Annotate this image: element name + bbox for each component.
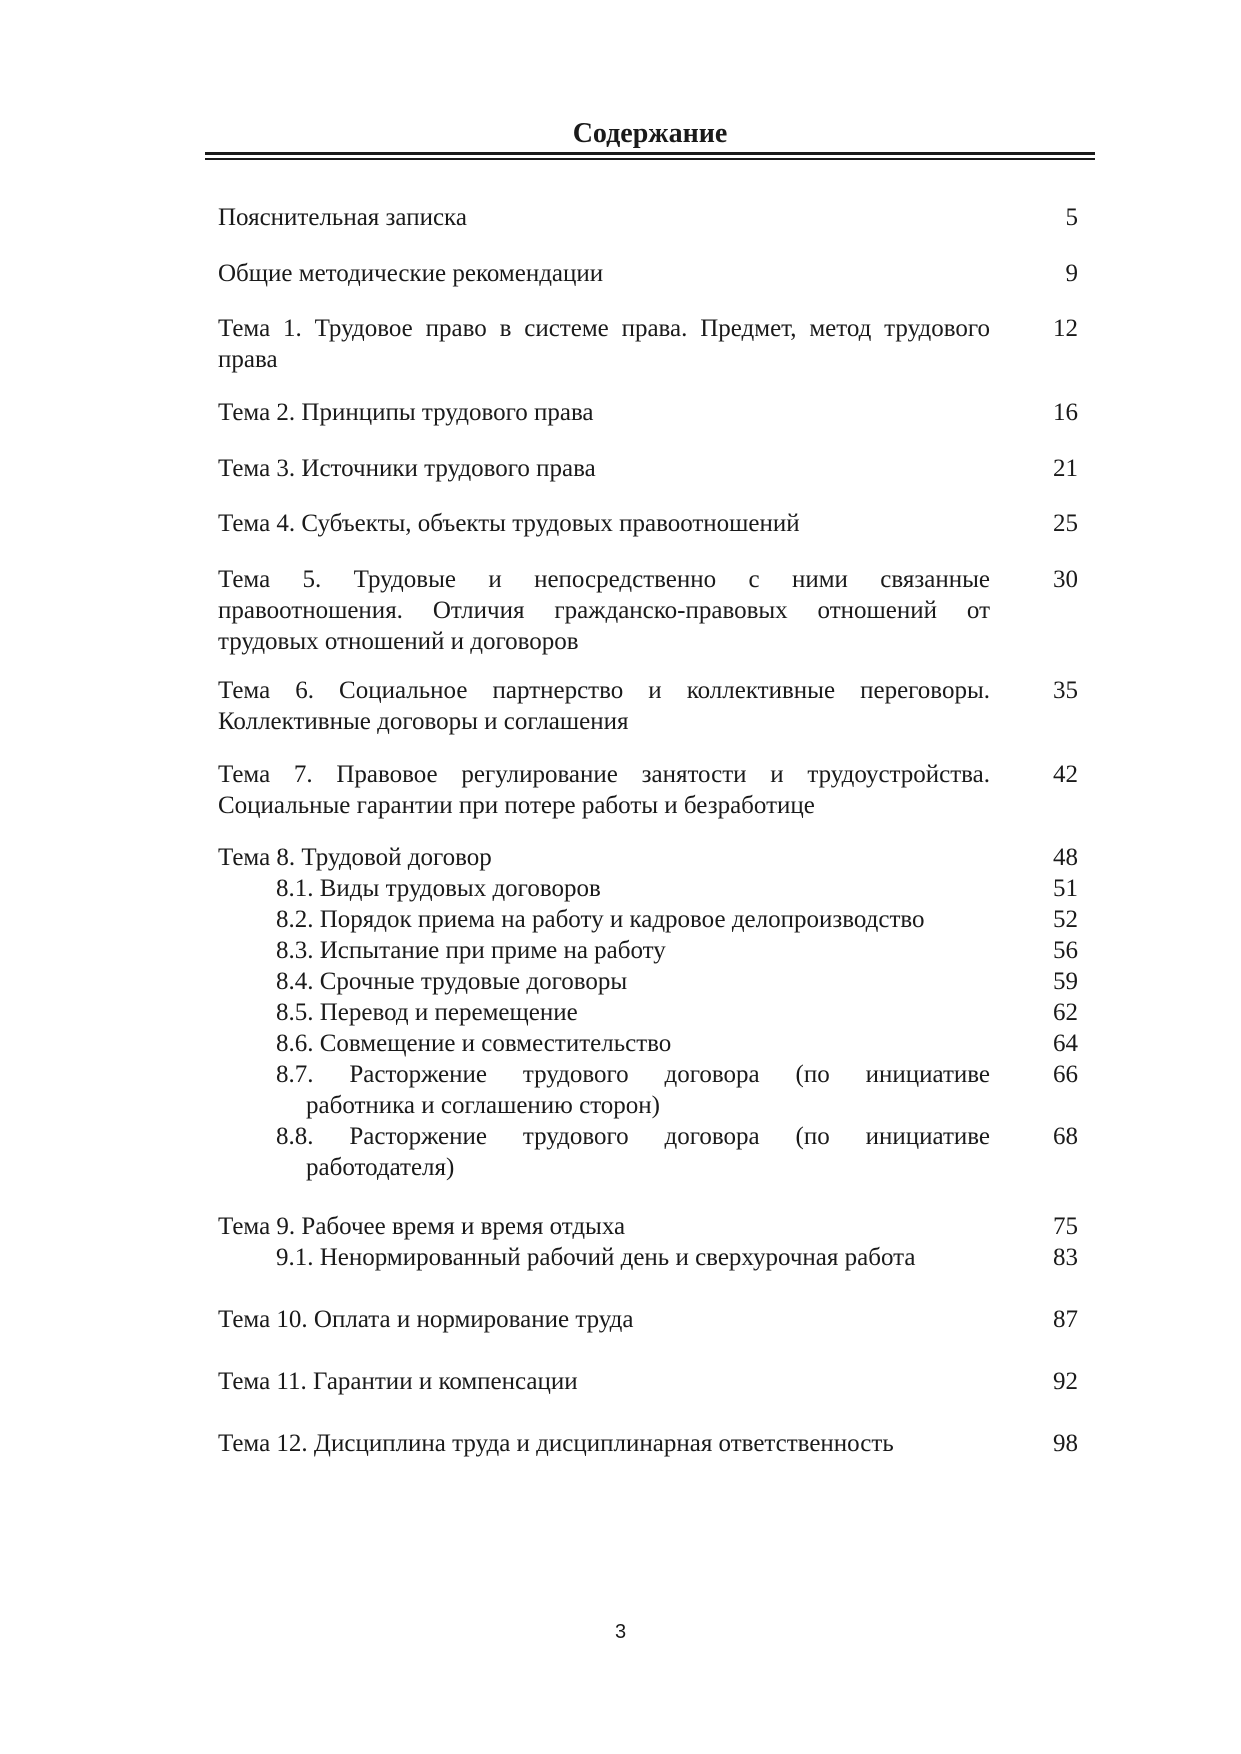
toc-entry-page: 21 (1053, 455, 1078, 482)
toc-entry-text: Тема 9. Рабочее время и время отдыха (218, 1213, 626, 1240)
toc-entry-text: Тема 8. Трудовой договор (218, 844, 492, 871)
toc-subentry-8-6 (276, 1028, 1090, 1059)
toc-entry-text: Общие методические рекомендации (218, 260, 604, 287)
page-number: 3 (614, 1621, 627, 1643)
subentry-text-line1: Расторжение трудового договора (по инициативе (349, 1123, 990, 1150)
toc-subentry-8-5 (276, 997, 1090, 1028)
toc-entry-text: Пояснительная записка (218, 204, 467, 231)
subentry-text: Испытание при приме на работу (319, 937, 666, 964)
toc-entry-topic-11 (218, 1366, 1090, 1397)
toc-entry-topic-4 (218, 508, 1090, 539)
toc-entry-text: Тема 11. Гарантии и компенсации (218, 1368, 578, 1395)
subentry-text: Ненормированный рабочий день и сверхурочная работа (319, 1244, 916, 1271)
subentry-text: Перевод и перемещение (319, 999, 578, 1026)
toc-entry-text: Тема 7. Правовое регулирование занятости и трудоустройства. Социальные гарантии при потере работы и безработице (218, 761, 990, 819)
toc-entry-page: 92 (1053, 1368, 1078, 1395)
toc-entry-page: 83 (1053, 1244, 1078, 1271)
toc-entry-topic-6 (218, 675, 1090, 737)
toc-entry-topic-7 (218, 759, 1090, 821)
toc-entry-page: 56 (1053, 937, 1078, 964)
toc-entry-page: 35 (1053, 677, 1078, 704)
toc-subentry-8-1 (276, 873, 1090, 904)
toc-subentry-8-8 (276, 1121, 1090, 1183)
toc-entry-text: Тема 2. Принципы трудового права (218, 399, 594, 426)
toc-entry-page: 64 (1053, 1030, 1078, 1057)
toc-entry-topic-2 (218, 397, 1090, 428)
subentry-number: 8.5. (276, 999, 314, 1026)
title-rule-thick (205, 152, 1095, 155)
page-title: Содержание (572, 118, 728, 149)
toc-entry-page: 62 (1053, 999, 1078, 1026)
toc-entry-page: 30 (1053, 566, 1078, 593)
subentry-number: 8.2. (276, 906, 314, 933)
subentry-text-line2: работодателя) (306, 1154, 455, 1181)
toc-entry-page: 68 (1053, 1123, 1078, 1150)
toc-entry-page: 9 (1065, 260, 1078, 287)
toc-entry-text: Тема 12. Дисциплина труда и дисциплинарная ответственность (218, 1430, 894, 1457)
toc-entry-topic-9 (218, 1211, 1090, 1242)
subentry-text: Виды трудовых договоров (319, 875, 601, 902)
toc-entry-page: 48 (1053, 844, 1078, 871)
toc-entry-text: Тема 5. Трудовые и непосредственно с ними связанные правоотношения. Отличия гражданско-правовых отношений от трудовых отношений и договоров (218, 566, 990, 655)
toc-entry-text: Тема 3. Источники трудового права (218, 455, 596, 482)
toc-entry-topic-10 (218, 1304, 1090, 1335)
subentry-text: Срочные трудовые договоры (319, 968, 628, 995)
subentry-text-line2: работника и соглашению сторон) (306, 1092, 660, 1119)
toc-entry-page: 87 (1053, 1306, 1078, 1333)
toc-entry-topic-3 (218, 453, 1090, 484)
toc-entry-page: 12 (1053, 315, 1078, 342)
toc-entry-page: 16 (1053, 399, 1078, 426)
toc-entry-page: 59 (1053, 968, 1078, 995)
toc-entry-page: 98 (1053, 1430, 1078, 1457)
subentry-number: 8.4. (276, 968, 314, 995)
toc-entry-page: 51 (1053, 875, 1078, 902)
toc-entry-page: 52 (1053, 906, 1078, 933)
subentry-number: 8.8. (276, 1123, 314, 1150)
toc-entry-topic-1 (218, 313, 1090, 375)
subentry-text-line1: Расторжение трудового договора (по инициативе (349, 1061, 990, 1088)
toc-entry-page: 75 (1053, 1213, 1078, 1240)
toc-entry-page: 66 (1053, 1061, 1078, 1088)
toc-entry-topic-5 (218, 564, 1090, 657)
title-rule-thin (205, 158, 1095, 160)
subentry-number: 8.3. (276, 937, 314, 964)
subentry-number: 9.1. (276, 1244, 314, 1271)
subentry-number: 8.1. (276, 875, 314, 902)
subentry-text: Порядок приема на работу и кадровое делопроизводство (319, 906, 925, 933)
toc-entry-explanatory-note (218, 202, 1090, 233)
toc-entry-text: Тема 1. Трудовое право в системе права. Предмет, метод трудового права (218, 315, 990, 373)
subentry-number: 8.7. (276, 1061, 314, 1088)
toc-entry-text: Тема 10. Оплата и нормирование труда (218, 1306, 634, 1333)
toc-entry-guidelines (218, 258, 1090, 289)
toc-subentry-9-1 (276, 1242, 1090, 1273)
toc-entry-page: 42 (1053, 761, 1078, 788)
toc-entry-page: 25 (1053, 510, 1078, 537)
subentry-text: Совмещение и совместительство (319, 1030, 672, 1057)
toc-entry-text: Тема 4. Субъекты, объекты трудовых правоотношений (218, 510, 800, 537)
toc-subentry-8-2 (276, 904, 1090, 935)
toc-subentry-8-4 (276, 966, 1090, 997)
toc-entry-page: 5 (1065, 204, 1078, 231)
subentry-number: 8.6. (276, 1030, 314, 1057)
toc-entry-text: Тема 6. Социальное партнерство и коллективные переговоры. Коллективные договоры и соглашения (218, 677, 990, 735)
toc-entry-topic-8 (218, 842, 1090, 873)
toc-subentry-8-7 (276, 1059, 1090, 1121)
toc-subentry-8-3 (276, 935, 1090, 966)
toc-entry-topic-12 (218, 1428, 1090, 1459)
